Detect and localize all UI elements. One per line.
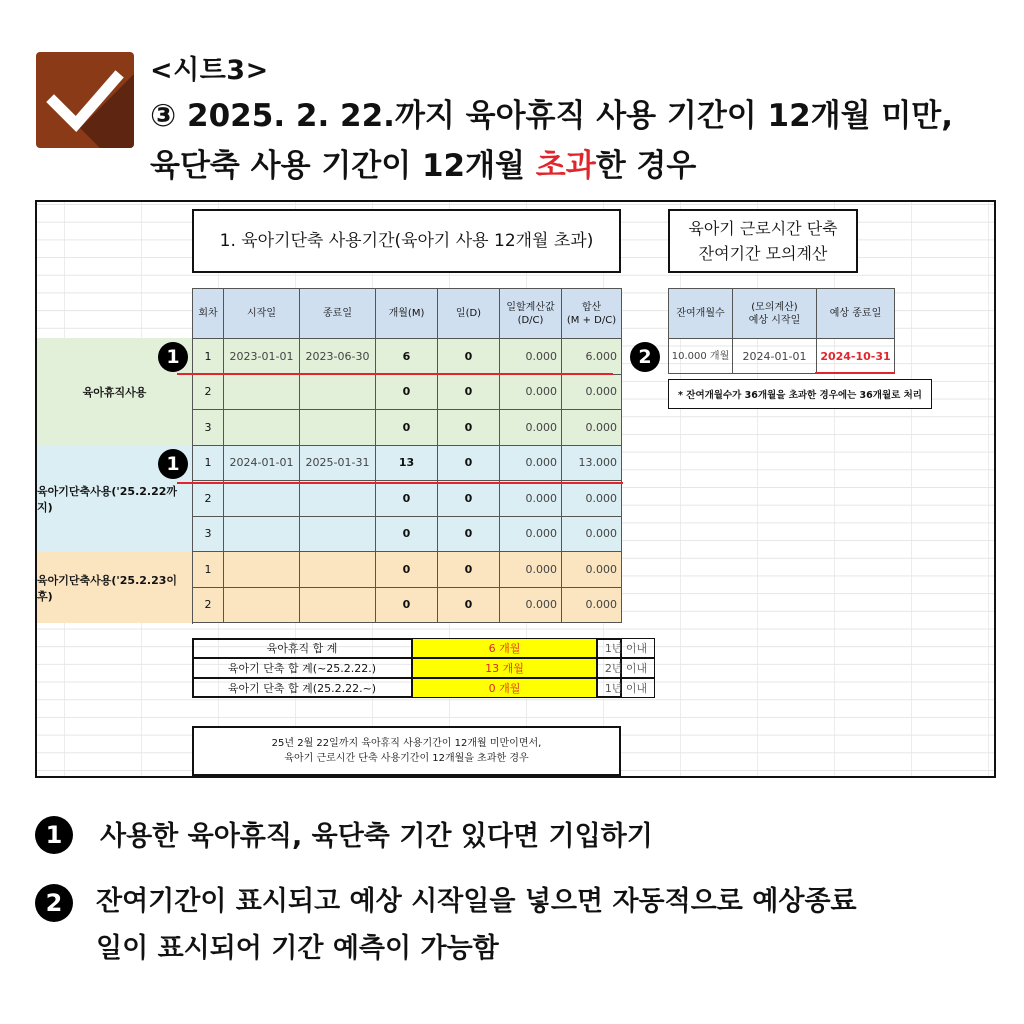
page-title-line2 bbox=[150, 140, 696, 185]
calc-remaining-months: 10.000 개월 bbox=[669, 339, 733, 374]
table-cell-start-date[interactable] bbox=[224, 517, 300, 553]
spreadsheet-image bbox=[35, 200, 996, 778]
table-cell-months: 0 bbox=[376, 481, 438, 517]
table-cell-end-date[interactable]: 2025-01-31 bbox=[300, 446, 376, 482]
table-cell-end-date[interactable] bbox=[300, 588, 376, 624]
table-cell-days: 0 bbox=[438, 481, 500, 517]
table-cell-months: 0 bbox=[376, 375, 438, 411]
table-cell-prorated: 0.000 bbox=[500, 517, 562, 553]
calc-title-line1: 육아기 근로시간 단축 bbox=[688, 219, 838, 238]
table-cell-start-date[interactable]: 2024-01-01 bbox=[224, 446, 300, 482]
summary-limit: 1년 이내 bbox=[597, 638, 655, 658]
page-title-line1: ③ 2025. 2. 22.까지 육아휴직 사용 기간이 12개월 미만, bbox=[150, 98, 954, 134]
table-cell-months: 13 bbox=[376, 446, 438, 482]
col-header-total: 합산 (M + D/C) bbox=[562, 289, 622, 339]
marker-1-reduce: 1 bbox=[158, 449, 188, 479]
footer-item-2-line1: 잔여기간이 표시되고 예상 시작일을 넣으면 자동적으로 예상종료 bbox=[96, 886, 857, 917]
title-line2-part-a: 육단축 사용 기간이 12개월 bbox=[150, 148, 536, 184]
table-cell-months: 6 bbox=[376, 339, 438, 375]
calc-title-line2: 잔여기간 모의계산 bbox=[698, 244, 828, 263]
marker-1-leave: 1 bbox=[158, 342, 188, 372]
table-cell-days: 0 bbox=[438, 588, 500, 624]
summary-label: 육아휴직 합 계 bbox=[192, 638, 412, 658]
summary-limit: 1년 이내 bbox=[597, 678, 655, 698]
table-cell-round: 3 bbox=[193, 410, 224, 446]
table-cell-days: 0 bbox=[438, 552, 500, 588]
calc-header-end: 예상 종료일 bbox=[817, 289, 895, 339]
table-cell-round: 1 bbox=[193, 446, 224, 482]
col-header-round: 회차 bbox=[193, 289, 224, 339]
table-cell-end-date[interactable] bbox=[300, 410, 376, 446]
table-cell-prorated: 0.000 bbox=[500, 481, 562, 517]
calc-note-text: * 잔여개월수가 36개월을 초과한 경우에는 36개월로 처리 bbox=[678, 390, 922, 401]
table-cell-total: 0.000 bbox=[562, 552, 622, 588]
table-cell-prorated: 0.000 bbox=[500, 410, 562, 446]
table-cell-start-date[interactable] bbox=[224, 552, 300, 588]
group-label-reduce-before: 육아기단축사용('25.2.22까지) bbox=[37, 484, 178, 514]
calc-title bbox=[668, 209, 858, 273]
table-cell-prorated: 0.000 bbox=[500, 339, 562, 375]
checkmark-icon bbox=[36, 52, 134, 148]
table-cell-end-date[interactable] bbox=[300, 552, 376, 588]
title-line2-part-c: 한 경우 bbox=[595, 148, 697, 184]
table-cell-days: 0 bbox=[438, 446, 500, 482]
table-cell-start-date[interactable] bbox=[224, 410, 300, 446]
table-cell-prorated: 0.000 bbox=[500, 552, 562, 588]
table-cell-total: 0.000 bbox=[562, 375, 622, 411]
table-cell-total: 0.000 bbox=[562, 410, 622, 446]
calc-end-date: 2024-10-31 bbox=[817, 339, 895, 374]
table-cell-prorated: 0.000 bbox=[500, 588, 562, 624]
table-cell-total: 6.000 bbox=[562, 339, 622, 375]
summary-value: 6 개월 bbox=[412, 638, 597, 658]
table-cell-total: 0.000 bbox=[562, 588, 622, 624]
calc-header-start: (모의계산) 예상 시작일 bbox=[733, 289, 817, 339]
table-cell-months: 0 bbox=[376, 552, 438, 588]
table-cell-days: 0 bbox=[438, 410, 500, 446]
highlight-line-3 bbox=[815, 372, 895, 374]
table-cell-start-date[interactable] bbox=[224, 588, 300, 624]
table-cell-start-date[interactable] bbox=[224, 375, 300, 411]
summary-limit: 2년 이내 bbox=[597, 658, 655, 678]
title-highlight: 초과 bbox=[535, 148, 596, 184]
table-cell-days: 0 bbox=[438, 517, 500, 553]
table-cell-end-date[interactable] bbox=[300, 375, 376, 411]
marker-2-calc: 2 bbox=[630, 342, 660, 372]
table-cell-round: 1 bbox=[193, 339, 224, 375]
calc-header-remaining: 잔여개월수 bbox=[669, 289, 733, 339]
table-cell-round: 3 bbox=[193, 517, 224, 553]
sheet-label: <시트3> bbox=[150, 55, 269, 86]
summary-value: 13 개월 bbox=[412, 658, 597, 678]
highlight-line-1 bbox=[177, 373, 613, 375]
col-header-days: 일(D) bbox=[438, 289, 500, 339]
calc-start-date[interactable]: 2024-01-01 bbox=[733, 339, 817, 374]
table-cell-months: 0 bbox=[376, 588, 438, 624]
table-cell-round: 2 bbox=[193, 375, 224, 411]
footer-bullet-1: 1 bbox=[35, 816, 73, 854]
note-box bbox=[192, 726, 621, 776]
table-cell-end-date[interactable] bbox=[300, 481, 376, 517]
table-cell-total: 0.000 bbox=[562, 481, 622, 517]
main-table-title bbox=[192, 209, 621, 273]
calc-table bbox=[668, 288, 895, 374]
footer-bullet-2: 2 bbox=[35, 884, 73, 922]
note-line1: 25년 2월 22일까지 육아휴직 사용기간이 12개월 미만이면서, bbox=[271, 738, 542, 749]
group-label-leave: 육아휴직사용 bbox=[82, 385, 147, 399]
footer-item-1: 사용한 육아휴직, 육단축 기간 있다면 기입하기 bbox=[100, 821, 653, 852]
table-cell-days: 0 bbox=[438, 339, 500, 375]
calc-note bbox=[668, 379, 932, 409]
table-cell-months: 0 bbox=[376, 410, 438, 446]
col-header-end-date: 종료일 bbox=[300, 289, 376, 339]
table-cell-end-date[interactable]: 2023-06-30 bbox=[300, 339, 376, 375]
table-cell-start-date[interactable] bbox=[224, 481, 300, 517]
main-table-title-text: 1. 육아기단축 사용기간(육아기 사용 12개월 초과) bbox=[219, 231, 594, 251]
table-cell-start-date[interactable]: 2023-01-01 bbox=[224, 339, 300, 375]
table-cell-months: 0 bbox=[376, 517, 438, 553]
col-header-months: 개월(M) bbox=[376, 289, 438, 339]
summary-value: 0 개월 bbox=[412, 678, 597, 698]
table-cell-prorated: 0.000 bbox=[500, 375, 562, 411]
table-cell-round: 2 bbox=[193, 481, 224, 517]
table-cell-round: 2 bbox=[193, 588, 224, 624]
group-label-reduce-after: 육아기단축사용('25.2.23이후) bbox=[37, 573, 178, 603]
table-cell-days: 0 bbox=[438, 375, 500, 411]
summary-label: 육아기 단축 합 계(25.2.22.~) bbox=[192, 678, 412, 698]
table-cell-end-date[interactable] bbox=[300, 517, 376, 553]
col-header-start-date: 시작일 bbox=[224, 289, 300, 339]
col-header-prorated: 일할계산값 (D/C) bbox=[500, 289, 562, 339]
table-cell-total: 13.000 bbox=[562, 446, 622, 482]
table-cell-prorated: 0.000 bbox=[500, 446, 562, 482]
summary-label: 육아기 단축 합 계(~25.2.22.) bbox=[192, 658, 412, 678]
table-cell-total: 0.000 bbox=[562, 517, 622, 553]
highlight-line-2 bbox=[177, 482, 623, 484]
main-table bbox=[192, 288, 622, 624]
table-cell-round: 1 bbox=[193, 552, 224, 588]
footer-item-2-line2: 일이 표시되어 기간 예측이 가능함 bbox=[96, 933, 499, 964]
note-line2: 육아기 근로시간 단축 사용기간이 12개월을 초과한 경우 bbox=[284, 753, 529, 764]
